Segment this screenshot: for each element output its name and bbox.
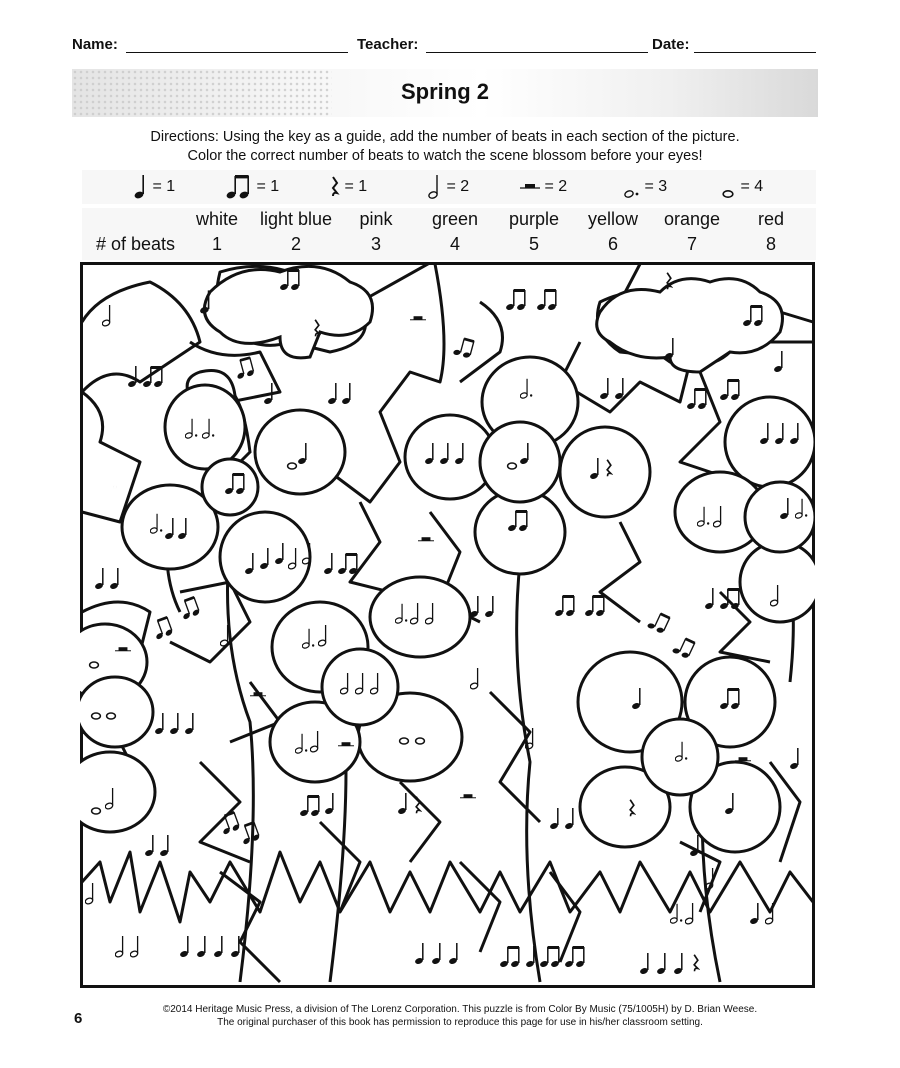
permission-text: The original purchaser of this book has permission to reproduce this page for use in his/her classroom setting. (217, 1017, 703, 1028)
key-item-quarter-rest (330, 170, 367, 204)
key-item-eighth-notes (226, 170, 279, 204)
teacher-label: Teacher: (357, 36, 419, 53)
key-value: = 3 (644, 178, 668, 195)
color-name: light blue (259, 209, 333, 229)
eighth-notes-icon (226, 173, 252, 201)
key-value: = 1 (152, 178, 176, 195)
half-rest-icon (520, 173, 540, 201)
copyright-text: ©2014 Heritage Music Press, a division of The Lorenz Corporation. This puzzle is from Color By Music (75/1005H) by D. Brian Weese. (162, 1004, 758, 1015)
key-value: = 4 (740, 178, 764, 195)
quarter-rest-icon (330, 173, 340, 201)
color-beats: 6 (607, 234, 618, 254)
directions-line-2: Color the correct number of beats to watch the scene blossom before your eyes! (187, 148, 703, 164)
student-info-header (72, 36, 816, 58)
directions (72, 128, 818, 166)
color-beats: 1 (211, 234, 222, 254)
directions-line-1: Directions: Using the key as a guide, add the number of beats in each section of the picture. (150, 129, 740, 145)
half-note-icon (428, 173, 442, 201)
name-field[interactable] (126, 52, 348, 53)
coloring-picture[interactable] (80, 262, 815, 988)
key-value: = 2 (446, 178, 470, 195)
key-value: = 1 (344, 178, 368, 195)
key-item-dotted-half-note (624, 170, 667, 204)
color-name: purple (508, 209, 560, 229)
beats-label: # of beats (96, 234, 176, 254)
key-item-half-note (428, 170, 469, 204)
color-beats: 7 (686, 234, 697, 254)
key-item-quarter-note (134, 170, 175, 204)
note-value-key (82, 170, 816, 204)
color-beats: 8 (765, 234, 776, 254)
color-name: yellow (587, 209, 639, 229)
color-key (82, 208, 816, 260)
key-item-whole-note (722, 170, 763, 204)
color-name: white (195, 209, 239, 229)
key-item-half-rest (520, 170, 567, 204)
color-name: green (431, 209, 479, 229)
color-name: orange (663, 209, 721, 229)
color-beats: 5 (528, 234, 539, 254)
key-value: = 2 (544, 178, 568, 195)
color-beats: 3 (370, 234, 381, 254)
color-beats: 2 (290, 234, 301, 254)
whole-note-icon (722, 173, 736, 201)
quarter-note-icon (134, 173, 148, 201)
date-field[interactable] (694, 52, 816, 53)
page-title: Spring 2 (400, 79, 489, 104)
page-number: 6 (74, 1010, 83, 1027)
title-banner (72, 69, 818, 117)
dotted-half-note-icon (624, 173, 640, 201)
color-beats: 4 (449, 234, 460, 254)
name-label: Name: (72, 36, 118, 53)
flower-left (80, 624, 155, 832)
key-value: = 1 (256, 178, 280, 195)
color-name: red (757, 209, 784, 229)
date-label: Date: (652, 36, 690, 53)
teacher-field[interactable] (426, 52, 648, 53)
color-name: pink (359, 209, 393, 229)
